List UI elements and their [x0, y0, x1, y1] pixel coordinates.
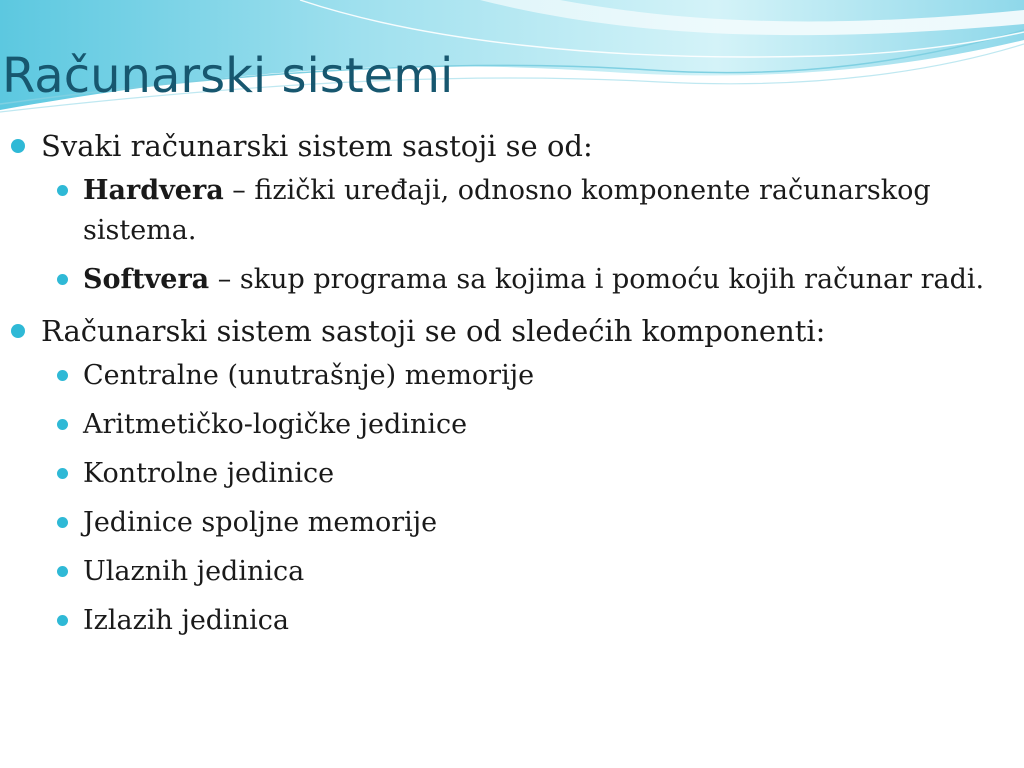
sub-bullet-item — [0, 503, 1024, 543]
sub-bullet-text: Aritmetičko-logičke jedinice — [83, 409, 468, 440]
sub-bullet-item — [0, 454, 1024, 494]
term-description: – skup programa sa kojima i pomoću kojih računar radi. — [209, 264, 985, 295]
bullet-icon — [57, 517, 68, 528]
sub-bullet-text: Ulaznih jedinica — [83, 556, 305, 587]
bullet-icon — [57, 274, 68, 285]
bullet-icon — [57, 468, 68, 479]
bullet-icon — [57, 566, 68, 577]
sub-bullet-item — [0, 356, 1024, 396]
bullet-icon — [57, 615, 68, 626]
sub-bullet-item — [0, 552, 1024, 592]
term-description: – fizički uređaji, odnosno komponente računarskog sistema. — [83, 175, 931, 246]
bullet-item — [0, 124, 1024, 168]
sub-bullet-text: Izlazih jedinica — [83, 605, 289, 636]
bullet-icon — [57, 185, 68, 196]
term-softvera: Softvera — [83, 264, 210, 295]
sub-bullet-item — [0, 601, 1024, 641]
bullet-text: Svaki računarski sistem sastoji se od: — [41, 129, 593, 163]
slide-title: Računarski sistemi — [2, 48, 454, 104]
slide-content — [0, 124, 1024, 641]
bullet-icon — [11, 324, 25, 338]
sub-bullet-item — [0, 405, 1024, 445]
bullet-icon — [11, 139, 25, 153]
sub-bullet-item — [0, 260, 1024, 300]
sub-bullet-text: Jedinice spoljne memorije — [83, 507, 438, 538]
bullet-icon — [57, 419, 68, 430]
sub-bullet-text: Centralne (unutrašnje) memorije — [83, 360, 535, 391]
bullet-text: Računarski sistem sastoji se od sledećih komponenti: — [41, 314, 826, 348]
sub-bullet-text: Kontrolne jedinice — [83, 458, 335, 489]
bullet-item — [0, 309, 1024, 353]
term-hardvera: Hardvera — [83, 175, 224, 206]
sub-bullet-item — [0, 171, 1024, 251]
bullet-icon — [57, 370, 68, 381]
